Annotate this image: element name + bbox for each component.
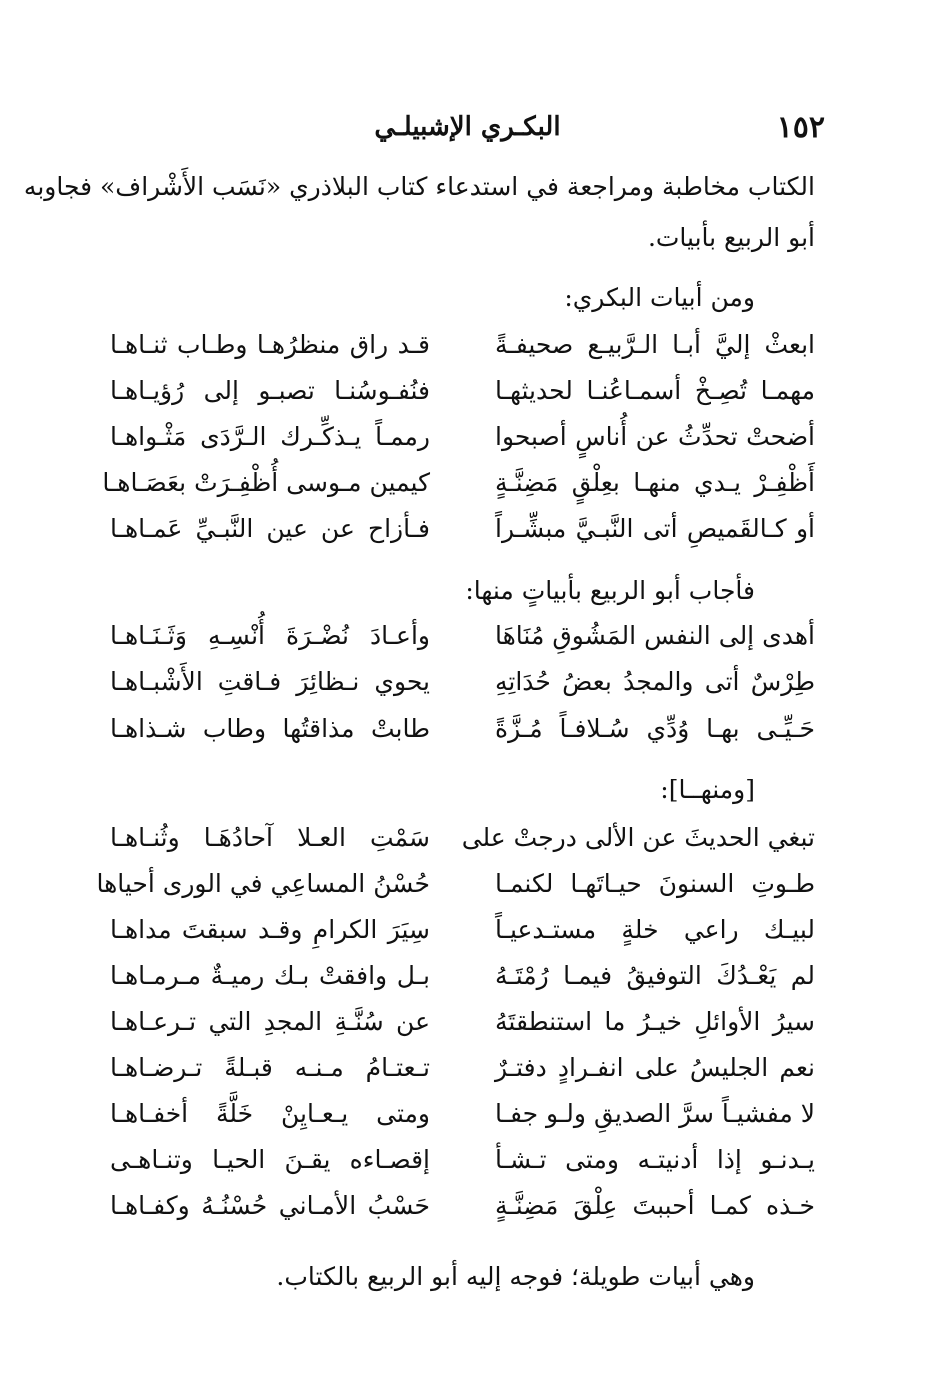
verse-second-hemistich: يحوي نـظائِرَ فـاقتِ الأَشْبـاهـا xyxy=(110,667,430,696)
verse-row xyxy=(110,1099,815,1143)
verse-second-hemistich: عن سُنَّـةِ المجدِ التي تـرعـاهـا xyxy=(110,1007,430,1036)
verse-second-hemistich: طابتْ مذاقتُها وطاب شـذاهـا xyxy=(110,714,430,743)
page-number: ١٥٢ xyxy=(776,110,825,145)
verse-second-hemistich: إقصـاءه يقـنَ الحيـا وتنـاهـى xyxy=(110,1145,430,1174)
verse-first-hemistich: أَظْفِـرْ يـدي منهـا بعِلْقٍ مَضِنَّـةٍ xyxy=(495,468,815,497)
section-heading-reply: فأجاب أبو الربيع بأبياتٍ منها: xyxy=(465,576,755,605)
verse-row xyxy=(110,823,815,867)
intro-line-2: أبو الربيع بأبيات. xyxy=(647,223,815,252)
running-title: البكـري الإشبيلـي xyxy=(374,112,561,142)
verse-first-hemistich: طِرْسٌ أتى والمجدُ بعضُ حُدَاتِهِ xyxy=(495,667,815,696)
verse-second-hemistich: بـل وافقتْ بـك رميـةٌ مـرمـاهـا xyxy=(110,961,430,990)
verse-first-hemistich: لم يَعْـدُكَ التوفيقُ فيمـا رُمْتَـهُ xyxy=(495,961,815,990)
verse-second-hemistich: قـد راق منظرُهـا وطـاب ثنـاهـا xyxy=(110,330,430,359)
verse-first-hemistich: تبغي الحديثَ عن الألى درجتْ على xyxy=(461,823,815,852)
verse-first-hemistich: حَـيِّـى بهـا وُدِّي سُـلافـاً مُـزَّةً xyxy=(495,714,815,743)
verse-second-hemistich: تـعتـامُ مـنـه قبـلةً تـرضـاهـا xyxy=(110,1053,430,1082)
verse-second-hemistich: ومتى يـعـايِنْ خَلَّةً أخفـاهـا xyxy=(110,1099,430,1128)
verse-row xyxy=(110,714,815,758)
section-heading-minha: [ومنهــا]: xyxy=(660,775,755,804)
verse-first-hemistich: أو كـالقَميصِ أتى النَّبـيَّ مبشِّـراً xyxy=(495,514,815,543)
verse-first-hemistich: سيرُ الأوائلِ خيـرُ ما استنطقتَهُ xyxy=(495,1007,815,1036)
verse-first-hemistich: أهدى إلى النفس المَشُوقِ مُنَاهَا xyxy=(495,621,815,650)
verse-row xyxy=(110,1007,815,1051)
verse-row xyxy=(110,961,815,1005)
closing-line: وهي أبيات طويلة؛ فوجه إليه أبو الربيع بالكتاب. xyxy=(276,1262,755,1291)
verse-first-hemistich: مهمـا تُصِـخْ أسمـاعُنـا لحديثهـا xyxy=(495,376,815,405)
verse-second-hemistich: كيمين مـوسى أُظْفِـرَتْ بعَصَـاهـا xyxy=(102,468,430,497)
verse-second-hemistich: فنُفـوسُنـا تصبـو إلى رُؤيـاهـا xyxy=(110,376,430,405)
verse-first-hemistich: خـذه كمـا أحببتَ عِلْقَ مَضِنَّـةٍ xyxy=(495,1191,815,1220)
verse-row xyxy=(110,330,815,374)
verse-row xyxy=(110,422,815,466)
page-header xyxy=(110,110,825,160)
verse-second-hemistich: حُسْنُ المساعِي في الورى أحياها xyxy=(96,869,430,898)
verse-row xyxy=(110,915,815,959)
verse-first-hemistich: لبيـك راعي خلةٍ مستـدعيـاً xyxy=(495,915,815,944)
verse-second-hemistich: سِيَرَ الكرامِ وقـد سبقتَ مداهـا xyxy=(110,915,430,944)
verse-first-hemistich: نعم الجليسُ على انفـرادٍ دفتـرٌ xyxy=(495,1053,815,1082)
verse-row xyxy=(110,1145,815,1189)
verse-second-hemistich: سَمْتِ العـلا آحادُهَـا وثُنـاهـا xyxy=(110,823,430,852)
verse-row xyxy=(102,468,815,512)
verse-row xyxy=(96,869,815,913)
verse-second-hemistich: فـأزاح عن عين النَّبـيِّ عَمـاهـا xyxy=(110,514,430,543)
verse-row xyxy=(110,514,815,558)
verse-row xyxy=(110,621,815,665)
verse-first-hemistich: أضحتْ تحدِّثُ عن أُناسٍ أصبحوا xyxy=(495,422,815,451)
verse-first-hemistich: طـوتِ السنونَ حيـاتَهـا لكنمـا xyxy=(495,869,815,898)
verse-row xyxy=(110,376,815,420)
section-heading-bakri: ومن أبيات البكري: xyxy=(564,283,755,312)
verse-row xyxy=(110,1053,815,1097)
verse-row xyxy=(110,667,815,711)
verse-first-hemistich: يـدنـو إذا أدنيتـه ومتى تـشـأ xyxy=(495,1145,815,1174)
verse-first-hemistich: لا مفشيـاً سرَّ الصديقِ ولـو جفـا xyxy=(495,1099,815,1128)
verse-second-hemistich: رممـاً يـذكِّـرك الـرَّدَى مَثْـواهـا xyxy=(110,422,430,451)
verse-first-hemistich: ابعثْ إليَّ أبـا الـرَّبيـع صحيفـةً xyxy=(495,330,815,359)
verse-row xyxy=(110,1191,815,1235)
verse-second-hemistich: وأعـادَ نُضْـرَةَ أُنْسِـهِ وَثَـنَـاهـا xyxy=(110,621,430,650)
verse-second-hemistich: حَسْبُ الأمـاني حُسْنُـهُ وكفـاهـا xyxy=(110,1191,430,1220)
intro-line-1: الكتاب مخاطبة ومراجعة في استدعاء كتاب البلاذري «نَسَب الأَشْراف» فجاوبه xyxy=(23,172,815,201)
